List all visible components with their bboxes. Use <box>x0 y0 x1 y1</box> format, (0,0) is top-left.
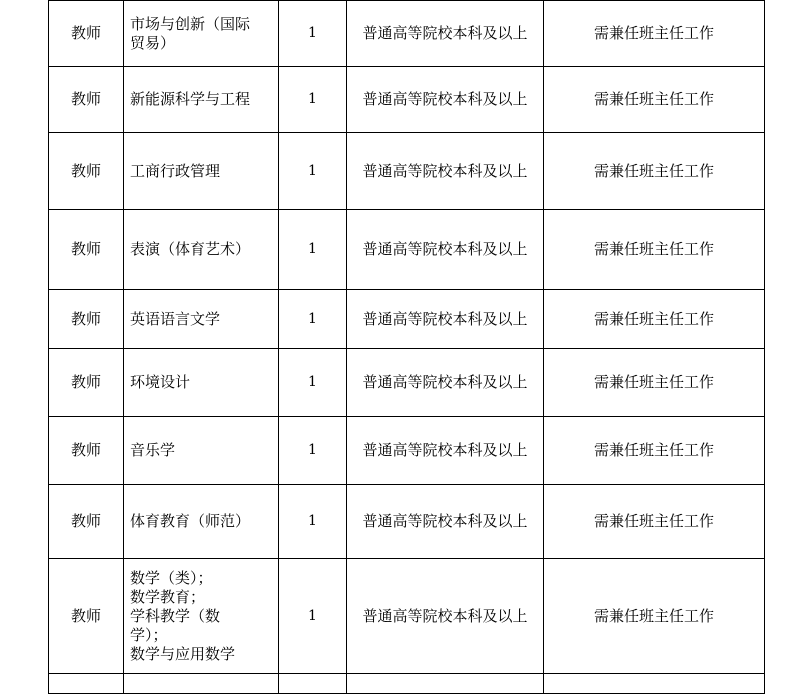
education-cell: 普通高等院校本科及以上 <box>347 349 544 417</box>
table-row <box>49 485 765 559</box>
empty-cell <box>49 674 124 694</box>
position-cell: 教师 <box>49 290 124 349</box>
major-cell <box>124 559 279 674</box>
major-cell <box>124 133 279 210</box>
major-cell <box>124 485 279 559</box>
position-cell: 教师 <box>49 417 124 485</box>
recruitment-table <box>48 0 765 694</box>
major-line: 表演（体育艺术） <box>130 240 251 258</box>
major-line: 数学与应用数学 <box>130 644 236 663</box>
position-cell: 教师 <box>49 67 124 133</box>
table-row-partial <box>49 674 765 694</box>
major-line: 新能源科学与工程 <box>130 90 251 108</box>
major-line: 工商行政管理 <box>130 161 221 180</box>
position-cell: 教师 <box>49 559 124 674</box>
major-line: 学）； <box>130 625 168 644</box>
count-cell: 1 <box>279 67 347 133</box>
count-cell: 1 <box>279 290 347 349</box>
recruitment-table-container <box>48 0 764 694</box>
major-cell <box>124 1 279 67</box>
position-cell: 教师 <box>49 1 124 67</box>
position-cell: 教师 <box>49 485 124 559</box>
note-cell: 需兼任班主任工作 <box>544 67 765 133</box>
empty-cell <box>124 674 279 694</box>
table-row <box>49 1 765 67</box>
major-line: 音乐学 <box>130 441 176 459</box>
education-cell: 普通高等院校本科及以上 <box>347 559 544 674</box>
major-line: 体育教育（师范） <box>130 512 251 530</box>
major-cell <box>124 67 279 133</box>
position-cell: 教师 <box>49 210 124 290</box>
major-line: 市场与创新（国际 <box>130 14 251 33</box>
table-row <box>49 290 765 349</box>
table-row <box>49 133 765 210</box>
major-line: 贸易） <box>130 33 176 52</box>
major-cell <box>124 290 279 349</box>
position-cell: 教师 <box>49 133 124 210</box>
major-line: 英语语言文学 <box>130 309 221 328</box>
note-cell: 需兼任班主任工作 <box>544 1 765 67</box>
education-cell: 普通高等院校本科及以上 <box>347 133 544 210</box>
note-cell: 需兼任班主任工作 <box>544 133 765 210</box>
count-cell: 1 <box>279 1 347 67</box>
empty-cell <box>544 674 765 694</box>
count-cell: 1 <box>279 133 347 210</box>
education-cell: 普通高等院校本科及以上 <box>347 67 544 133</box>
major-cell <box>124 417 279 485</box>
major-line: 数学（类）； <box>130 568 213 587</box>
count-cell: 1 <box>279 349 347 417</box>
empty-cell <box>279 674 347 694</box>
note-cell: 需兼任班主任工作 <box>544 485 765 559</box>
major-cell <box>124 349 279 417</box>
note-cell: 需兼任班主任工作 <box>544 210 765 290</box>
count-cell: 1 <box>279 485 347 559</box>
note-cell: 需兼任班主任工作 <box>544 290 765 349</box>
position-cell: 教师 <box>49 349 124 417</box>
education-cell: 普通高等院校本科及以上 <box>347 210 544 290</box>
table-row <box>49 210 765 290</box>
table-row <box>49 559 765 674</box>
major-line: 数学教育； <box>130 587 206 606</box>
empty-cell <box>347 674 544 694</box>
note-cell: 需兼任班主任工作 <box>544 349 765 417</box>
major-line: 环境设计 <box>130 373 191 391</box>
education-cell: 普通高等院校本科及以上 <box>347 290 544 349</box>
table-row <box>49 417 765 485</box>
note-cell: 需兼任班主任工作 <box>544 417 765 485</box>
count-cell: 1 <box>279 559 347 674</box>
education-cell: 普通高等院校本科及以上 <box>347 485 544 559</box>
note-cell: 需兼任班主任工作 <box>544 559 765 674</box>
major-cell <box>124 210 279 290</box>
major-line: 学科教学（数 <box>130 606 221 625</box>
table-row <box>49 67 765 133</box>
education-cell: 普通高等院校本科及以上 <box>347 417 544 485</box>
table-row <box>49 349 765 417</box>
table-body <box>49 1 765 694</box>
education-cell: 普通高等院校本科及以上 <box>347 1 544 67</box>
count-cell: 1 <box>279 210 347 290</box>
count-cell: 1 <box>279 417 347 485</box>
